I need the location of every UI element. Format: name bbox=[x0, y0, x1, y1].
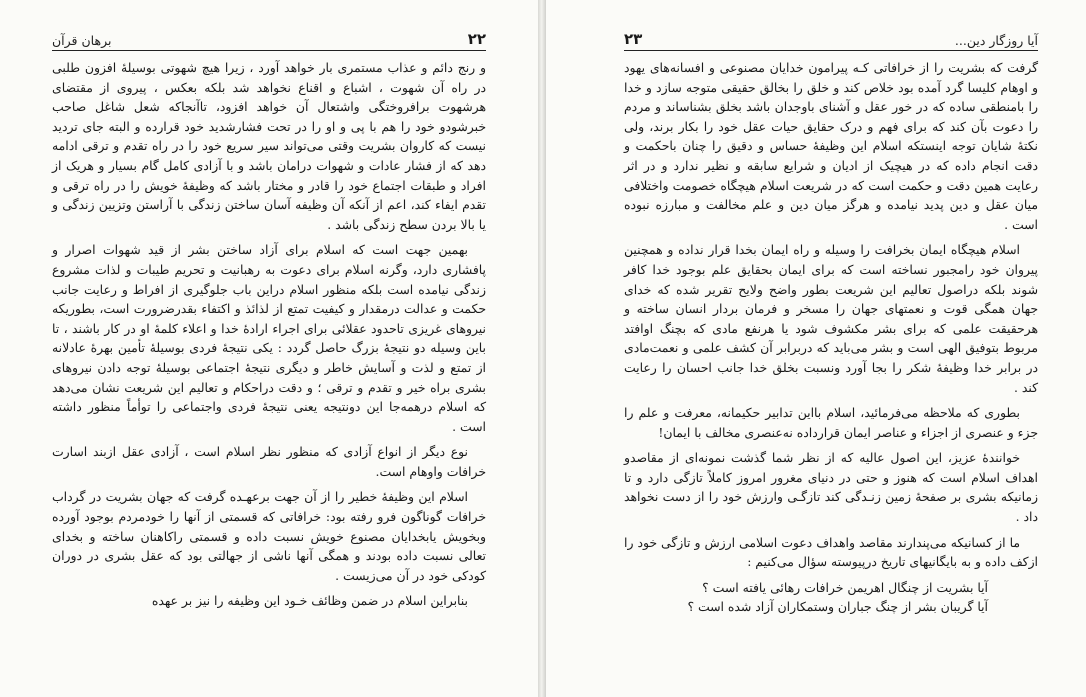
question-line: آیا گریبان بشر از چنگ جباران وستمکاران آزاد شده است ؟ bbox=[687, 599, 988, 615]
right-running-title: آیا روزگار دین... bbox=[954, 33, 1038, 48]
left-page-number: ۲۲ bbox=[467, 30, 486, 48]
left-running-title: برهان قرآن bbox=[52, 33, 112, 48]
book-gutter bbox=[538, 0, 546, 697]
paragraph: بهمین جهت است که اسلام برای آزاد ساختن بشر از قید شهوات اصرار و پافشاری دارد، وگرنه اسلام برای دعوت به رهبانیت و تحریم طیبات و لذات مشروع زندگی نیامده است بلکه منظور اسلام دراین باب جلوگیری از افراط و رعایت جانب حکمت و عدالت درمقدار و کیفیت تمتع از لذائذ و اکتفاء بقدرضرورت است، بطوریکه نیروهای غریزی تاحدود عقلائی برای اجراء ارادهٔ خدا و اعلاء کلمهٔ او در کار باشند ، تا باین وسیله دو نتیجهٔ بزرگ حاصل گردد : یکی نتیجهٔ فردی بوسیلهٔ تأمین بهرهٔ عادلانه از تمتع و لذت و آسایش خاطر و دیگری نتیجهٔ اجتماعی بوسیلهٔ توجه دادن نیروهای بشری براه خیر و تقدم و ترقی ؛ و دقت دراحکام و تعالیم این شریعت نشان می‌دهد که اسلام درهمه‌جا این دونتیجه یعنی نتیجهٔ فردی واجتماعی را توأماً منظور داشته است . bbox=[52, 242, 486, 434]
paragraph: گرفت که بشریت را از خرافاتی کـه پیرامون خدایان مصنوعی و افسانه‌های یهود و اوهام کلیسا گرد آمده بود خلاص کند و خلق را بخالق حقیقی متوجه سازد و خدا را بامنطقی ساده که در خور عقل و آشنای باوجدان باشد بخلق بشناساند و مردم را دعوت بآن کند که برای فهم و درک حقایق حیات عقل خود را بکار برند، ولی نکتهٔ شایان توجه اینستکه اسلام این وظیفهٔ حساس و دقیق را چنان باحکمت و دقت انجام داده که در هیچیک از ادیان و شرایع سابقه و نظیر ندارد و در اثر رعایت همین دقت و حکمت است که در شریعت اسلام هیچگاه خصومت واختلافی میان عقل و دین پدید نیامده و هرگز میان دین و علم مخالفت و مبارزه نبوده است . bbox=[624, 60, 1038, 232]
right-page-number: ۲۳ bbox=[624, 30, 643, 48]
right-page-header bbox=[624, 26, 1038, 51]
left-page bbox=[0, 0, 538, 697]
paragraph: بطوری که ملاحظه می‌فرمائید، اسلام بااین تدابیر حکیمانه، معرفت و علم را جزء و عنصری از اجزاء و عناصر ایمان قرارداده نه‌عنصری مخالف با ایمان! bbox=[624, 405, 1038, 440]
question-line: آیا بشریت از چنگال اهریمن خرافات رهائی یافته است ؟ bbox=[702, 579, 988, 595]
paragraph: بنابراین اسلام در ضمن وظائف خـود این وظیفه را نیز بر عهده bbox=[151, 593, 468, 609]
right-page-body bbox=[624, 58, 1038, 617]
left-page-body bbox=[52, 58, 486, 617]
paragraph: ما از کسانیکه می‌پندارند مقاصد واهداف دعوت اسلامی ارزش و تازگی خود را ازکف داده و به بایگانیهای تاریخ درپیوسته سؤال می‌کنیم : bbox=[624, 534, 1038, 570]
paragraph: و رنج دائم و عذاب مستمری بار خواهد آورد ، زیرا هیچ شهوتی بوسیلهٔ افزون طلبی در راه آن شهوت ، اشباع و اقناع نخواهد شد بلکه بعکس ، پیروی از مقتضای هرشهوت برافروختگی واشتعال آن خواهد افزود، تاآنجاکه شعل شاغل صاحب خبرشودو خود را هم با پی و او را در تحت فشارشدید خود قرارده و البته جای تردید نیست که کاروان بشریت وقتی می‌تواند سیر سریع خود را در راه تقدم و ترقی ادامه دهد که از فشار عادات و شهوات درامان باشد و با آزادی کامل گام بسیار و هریک از افراد و طبقات اجتماع خود را قادر و مختار باشد که وظیفهٔ خویش را در راه ترقی و تقدم ایفاء کند، اعم از آنکه آن وظیفه آسان ساختن زندگی با آراستن وتزیین زندگی و یا بالا بردن سطح زندگی باشد . bbox=[52, 60, 486, 232]
paragraph: اسلام هیچگاه ایمان بخرافت را وسیله و راه ایمان بخدا قرار نداده و همچنین پیروان خود رامجبور نساخته است که برای ایمان بحقایق علم بوجود خدا کافر شوند بلکه دراصول تعالیم این شریعت بطور واضح ولایح تقریر شده که خدای جهان همگی قوت و نعمتهای جهان را مسخر و فرمان بردار انسان ساخته و هرحقیقت علمی که برای بشر مکشوف شود یا هرنفع مادی که بچنگ اوافتد مربوط بتوفیق الهی است و بشر می‌باید که دربرابر آن کشف علمی و نعمت‌مادی در برابر خدا وظیفهٔ شکر را بجا آورد ونسبت بخلق خدا جانب احسان را رعایت کند . bbox=[624, 242, 1038, 395]
paragraph: نوع دیگر از انواع آزادی که منظور نظر اسلام است ، آزادی عقل ازبند اسارت خرافات واوهام است. bbox=[52, 444, 486, 479]
paragraph: اسلام این وظیفهٔ خطیر را از آن جهت برعهـده گرفت که جهان بشریت در گرداب خرافات گوناگون فرو رفته بود: خرافاتی که قسمتی از آنها را خودمردم بوجود آورده وبخویش یابخدایان مصنوع خویش نسبت داده و قسمتی راکاهنان ساخته و بخدای تعالی نسبت داده بودند و همگی آنها ناشی از جهالتی بود که عقل بشری در دوران کودکی خود در آن می‌زیست . bbox=[52, 489, 486, 583]
right-page bbox=[546, 0, 1086, 697]
paragraph: خوانندهٔ عزیز، این اصول عالیه که از نظر شما گذشت نمونه‌ای از مقاصدو اهداف اسلام است که هنوز و حتی در دنیای مغرور امروز کاملاً تازگی دارد و تا زمانیکه بشری بر صفحهٔ زمین زنـدگی کند تازگـی وارزش خود را از دست نخواهد داد . bbox=[624, 450, 1038, 525]
left-page-header bbox=[52, 26, 486, 51]
